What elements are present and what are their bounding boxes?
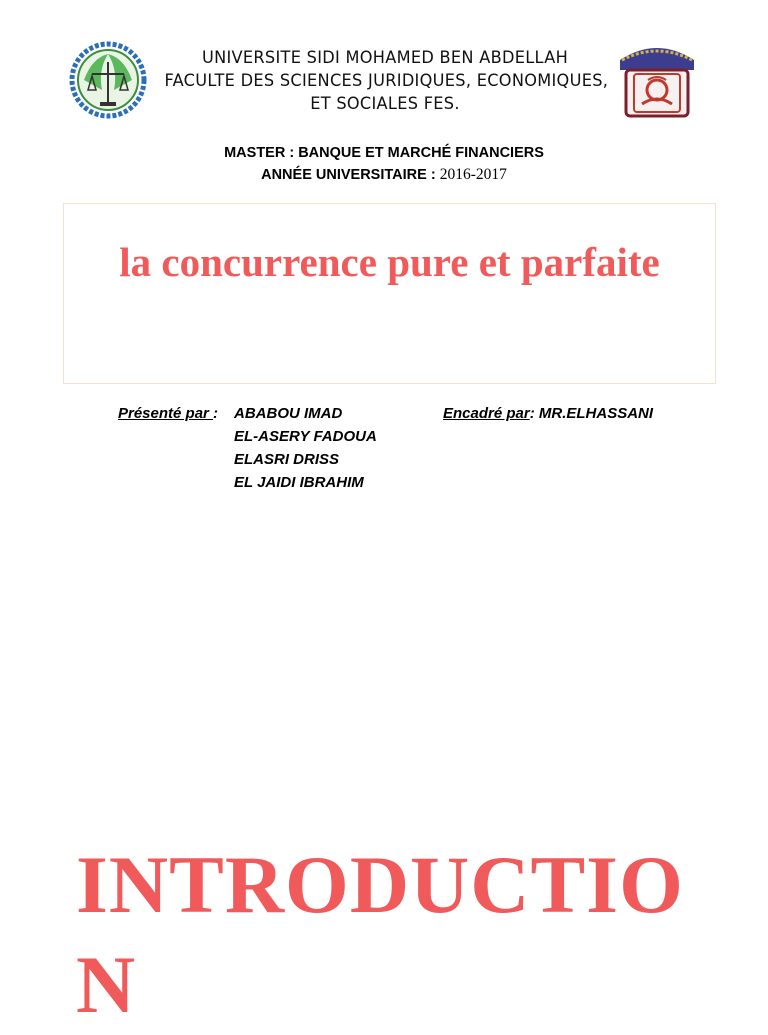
faculty-name-line2: ET SOCIALES FES.	[310, 94, 460, 113]
section-heading-introduction: INTRODUCTION	[76, 839, 684, 1030]
academic-year	[0, 164, 768, 186]
academic-year-label: ANNÉE UNIVERSITAIRE :	[261, 167, 440, 183]
supervised-by	[443, 402, 653, 425]
university-header	[164, 46, 609, 115]
supervised-by-separator: :	[529, 405, 539, 422]
master-title: MASTER : BANQUE ET MARCHÉ FINANCIERS	[224, 145, 544, 161]
supervised-by-label: Encadré par	[443, 405, 530, 422]
university-name: UNIVERSITE SIDI MOHAMED BEN ABDELLAH	[201, 48, 569, 67]
title-frame	[63, 203, 716, 384]
academic-year-value: 2016-2017	[439, 166, 507, 183]
university-emblem-icon	[612, 40, 702, 120]
program-info	[0, 142, 768, 186]
presenter-name: EL-ASERY FADOUA	[234, 428, 377, 445]
presenter-list	[234, 402, 377, 494]
supervisor-name: MR.ELHASSANI	[538, 405, 654, 422]
presenter-name: ABABOU IMAD	[234, 405, 343, 422]
presented-by-label: Présenté par	[118, 405, 214, 422]
presenter-name: ELASRI DRISS	[234, 451, 340, 468]
faculty-name-line1: FACULTE DES SCIENCES JURIDIQUES, ECONOMIQUES,	[164, 71, 609, 90]
presenter-name: EL JAIDI IBRAHIM	[234, 474, 364, 491]
document-title: la concurrence pure et parfaite	[119, 239, 660, 285]
presented-by-separator: :	[213, 405, 219, 422]
presented-by	[118, 402, 218, 425]
faculty-logo-icon	[62, 40, 154, 120]
